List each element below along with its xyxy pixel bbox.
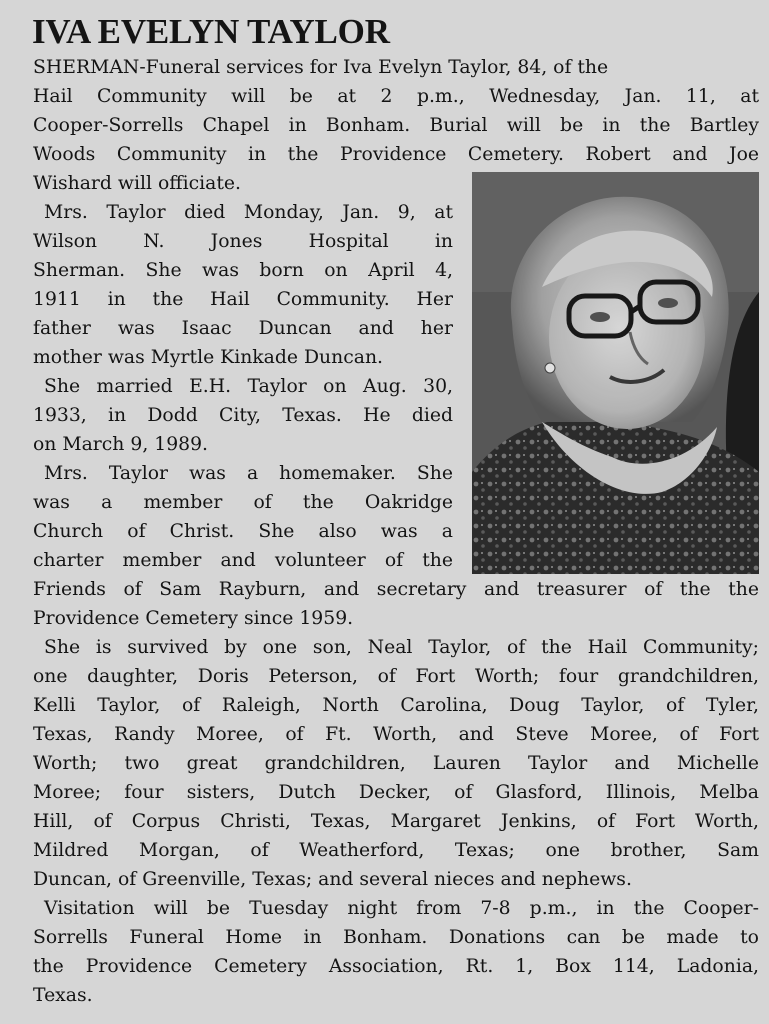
body-line: Wilson N. Jones Hospital in: [33, 231, 453, 252]
body-line: Mildred Morgan, of Weatherford, Texas; one brother, Sam: [33, 840, 759, 861]
body-line: Mrs. Taylor was a homemaker. She: [44, 463, 453, 484]
body-line: father was Isaac Duncan and her: [33, 318, 453, 339]
body-line: 1911 in the Hail Community. Her: [33, 289, 453, 310]
body-line: She is survived by one son, Neal Taylor, of the Hail Community;: [44, 637, 759, 658]
body-line: Hail Community will be at 2 p.m., Wednesday, Jan. 11, at: [33, 86, 759, 107]
portrait-photo: [472, 172, 759, 574]
body-line: Woods Community in the Providence Cemetery. Robert and Joe: [33, 144, 759, 165]
body-line: Church of Christ. She also was a: [33, 521, 453, 542]
body-line: Kelli Taylor, of Raleigh, North Carolina, Doug Taylor, of Tyler,: [33, 695, 759, 716]
body-line: 1933, in Dodd City, Texas. He died: [33, 405, 453, 426]
body-line: Worth; two great grandchildren, Lauren Taylor and Michelle: [33, 753, 759, 774]
body-line: Wishard will officiate.: [33, 173, 241, 194]
body-line: Visitation will be Tuesday night from 7-8 p.m., in the Cooper-: [44, 898, 759, 919]
body-line: Providence Cemetery since 1959.: [33, 608, 354, 629]
body-line: on March 9, 1989.: [33, 434, 209, 455]
body-line: Sorrells Funeral Home in Bonham. Donations can be made to: [33, 927, 759, 948]
body-line: the Providence Cemetery Association, Rt. 1, Box 114, Ladonia,: [33, 956, 759, 977]
body-line: She married E.H. Taylor on Aug. 30,: [44, 376, 453, 397]
body-line: mother was Myrtle Kinkade Duncan.: [33, 347, 384, 368]
body-line: one daughter, Doris Peterson, of Fort Worth; four grandchildren,: [33, 666, 759, 687]
body-line: Cooper-Sorrells Chapel in Bonham. Burial will be in the Bartley: [33, 115, 759, 136]
body-line: charter member and volunteer of the: [33, 550, 453, 571]
body-line: Texas, Randy Moree, of Ft. Worth, and Steve Moree, of Fort: [33, 724, 759, 745]
body-line: Friends of Sam Rayburn, and secretary and treasurer of the the: [33, 579, 759, 600]
body-line: Texas.: [33, 985, 93, 1006]
body-line: was a member of the Oakridge: [33, 492, 453, 513]
body-line: SHERMAN-Funeral services for Iva Evelyn Taylor, 84, of the: [33, 57, 609, 78]
body-line: Moree; four sisters, Dutch Decker, of Glasford, Illinois, Melba: [33, 782, 759, 803]
body-line: Hill, of Corpus Christi, Texas, Margaret Jenkins, of Fort Worth,: [33, 811, 759, 832]
body-line: Duncan, of Greenville, Texas; and several nieces and nephews.: [33, 869, 632, 890]
obituary-headline: IVA EVELYN TAYLOR: [32, 12, 390, 51]
body-line: Mrs. Taylor died Monday, Jan. 9, at: [44, 202, 453, 223]
body-line: Sherman. She was born on April 4,: [33, 260, 453, 281]
